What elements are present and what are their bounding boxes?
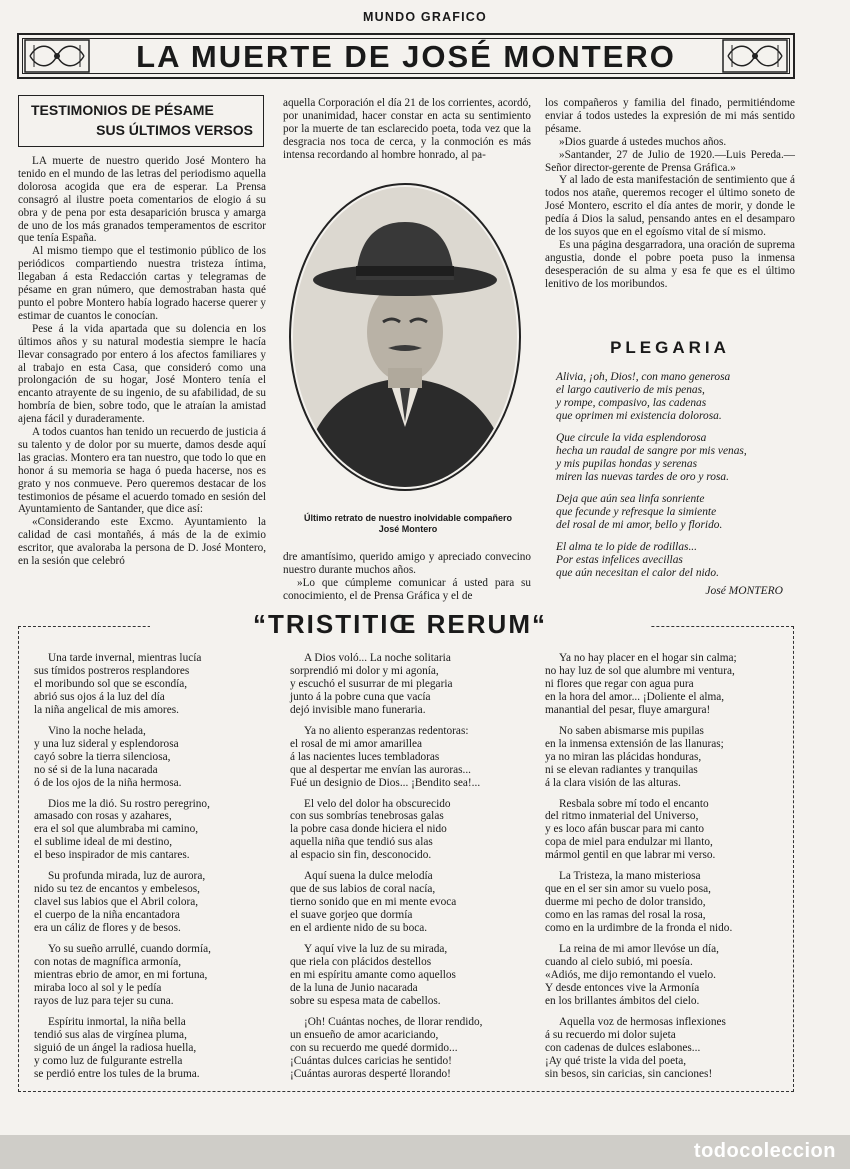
poem-stanza [556, 432, 796, 484]
poem-line: No saben abismarse mis pupilas [559, 724, 704, 737]
poem-stanza [290, 652, 520, 717]
col1-paragraph: Pese á la vida apartada que su dolencia en los últimos años y su natural modestia siempre le hacía llevar consagrado por entero á los afectos familiares y al trabajo en esta Casa, que consideró como una prolongación de su hogar, José Montero tenía el encanto atrayente de su ingenio, de su afabilidad, de su hombría de bien, sobre todo, que le atraían la amistad ajena fácil y duraderamente. [18, 322, 266, 426]
poem-line: y como luz de fulgurante estrella [34, 1054, 183, 1067]
poem-line: miren las nuevas tardes de oro y rosa. [556, 471, 729, 483]
poem-line: Ya no hay placer en el hogar sin calma; [559, 652, 737, 664]
poem-line: como en las ramas del rosal la rosa, [545, 909, 706, 922]
poem-stanza [290, 798, 520, 863]
tristitiae-column-1 [34, 652, 269, 1089]
poem-stanza [290, 725, 520, 790]
col1-paragraph: Al mismo tiempo que el testimonio público de los periódicos compartiendo nuestra tristeza íntima, llegaban á esta Redacción cartas y telegramas de pésame en gran número, que demostraban hasta qué punto el pobre Montero había logrado hacerse querer y estimar de cuantos le conocían. [18, 245, 266, 322]
poem-line: ¡Cuántas dulces caricias he sentido! [290, 1054, 452, 1067]
poem-line: del ritmo inmaterial del Universo, [545, 810, 699, 823]
poem-line: y escuchó el susurrar de mi plegaria [290, 677, 453, 690]
poem-line: hecha un raudal de sangre por mis venas, [556, 445, 747, 457]
col2-bottom-paragraph: »Lo que cúmpleme comunicar á usted para su conocimiento, el de Prensa Gráfica y el de [283, 576, 531, 602]
poem-line: sobre su espesa mata de cabellos. [290, 994, 441, 1007]
poem-stanza [34, 1016, 269, 1081]
poem-line: ¡Oh! Cuántas noches, de llorar rendido, [304, 1015, 483, 1028]
poem-line: Alivia, ¡oh, Dios!, con mano generosa [556, 371, 731, 383]
article-column-3 [545, 97, 795, 291]
tristitiae-title: “TRISTITIŒ RERUM“ [150, 609, 650, 640]
poem-stanza [34, 652, 269, 717]
poem-line: al espacio sin fin, desconocido. [290, 849, 432, 862]
poem-line: ¡Cuántas auroras desperté llorando! [290, 1067, 451, 1080]
poem-line: que al despertar me envían las auroras... [290, 763, 471, 776]
poem-line: el largo cautiverio de mis penas, [556, 384, 705, 396]
poem-line: con su recuerdo me quedé dormido... [290, 1041, 458, 1054]
poem-line: El velo del dolor ha obscurecido [304, 797, 451, 810]
poem-line: en la hora del amor... ¡Doliente el alma, [545, 690, 725, 703]
poem-line: que riela con plácidos destellos [290, 956, 432, 969]
poem-line: junto á la pobre cuna que vacía [290, 690, 431, 703]
poem-line: Y desde entonces vive la Armonía [545, 981, 700, 994]
poem-line: rayos de luz para tejer su cuna. [34, 994, 174, 1007]
poem-line: á las nacientes luces tembladoras [290, 750, 440, 763]
poem-line: miraba loco al sol y le pedía [34, 981, 162, 994]
col2-bottom-paragraph: dre amantísimo, querido amigo y apreciado convecino nuestro durante muchos años. [283, 551, 531, 576]
poem-line: cuando al cielo subió, mi poesía. [545, 956, 693, 969]
poem-line: que fecunde y refresque la simiente [556, 506, 717, 518]
poem-line: abrió sus ojos á la luz del día [34, 690, 165, 703]
poem-line: ya no miran las plácidas honduras, [545, 750, 702, 763]
poem-line: como en la urdimbre de la fronda el nido. [545, 922, 733, 935]
poem-stanza [556, 371, 796, 423]
poem-line: ni flores que regar con agua pura [545, 677, 694, 690]
poem-line: A Dios voló... La noche solitaria [304, 652, 451, 664]
poem-line: á su recuerdo mi dolor sujeta [545, 1028, 676, 1041]
article-column-2-top [283, 97, 531, 162]
poem-line: era un cáliz de flores y de besos. [34, 922, 181, 935]
poem-line: de la luna de Junio nacarada [290, 981, 418, 994]
poem-line: siguió de un ángel la radiosa huella, [34, 1041, 197, 1054]
tristitiae-column-2 [290, 652, 520, 1089]
left-ornament-icon [24, 39, 90, 73]
poem-line: Fué un designio de Dios... ¡Bendito sea!... [290, 776, 481, 789]
plegaria-poem [556, 371, 796, 589]
col1-paragraph: «Considerando este Excmo. Ayuntamiento la calidad de casi montañés, á más de la de eximio escritor, que avaloraba la persona de D. José Montero, en la sesión que celebró [18, 516, 266, 568]
poem-line: dejó invisible mano funeraria. [290, 703, 426, 716]
poem-line: El alma te lo pide de rodillas... [556, 541, 697, 553]
portrait-illustration [288, 182, 522, 492]
poem-line: copa de miel para endulzar mi llanto, [545, 836, 713, 849]
right-ornament-icon [722, 39, 788, 73]
poem-line: mármol gentil en que labrar mi verso. [545, 849, 716, 862]
poem-signature: José MONTERO [705, 585, 783, 597]
poem-line: la niña angelical de mis amores. [34, 703, 179, 716]
portrait-caption [283, 513, 533, 535]
plegaria-title: PLEGARIA [610, 338, 730, 357]
poem-line: La Tristeza, la mano misteriosa [559, 870, 701, 883]
poem-stanza [290, 943, 520, 1008]
poem-stanza [34, 943, 269, 1008]
poem-stanza [34, 725, 269, 790]
subhead-line-2: SUS ÚLTIMOS VERSOS [96, 122, 253, 138]
poem-stanza [545, 798, 785, 863]
col3-paragraph: »Santander, 27 de Julio de 1920.—Luis Pereda.—Señor director-gerente de Prensa Gráfica.» [545, 148, 795, 174]
poem-line: con cadenas de dulces eslabones... [545, 1041, 701, 1054]
col3-paragraph: Es una página desgarradora, una oración de suprema angustia, donde el pobre poeta puso la inmensa desesperación de su alma y esa fe que es el último lenitivo de los moribundos. [545, 238, 795, 290]
portrait-photo [288, 182, 522, 492]
caption-line-2: José Montero [378, 524, 438, 534]
poem-stanza [556, 541, 796, 580]
poem-stanza [545, 1016, 785, 1081]
poem-line: no sé si de la luna nacarada [34, 763, 158, 776]
poem-line: con notas de magnífica armonía, [34, 956, 182, 969]
poem-line: en los brillantes ámbitos del cielo. [545, 994, 700, 1007]
poem-line: Por estas infelices avecillas [556, 554, 683, 566]
poem-line: Dios me la dió. Su rostro peregrino, [48, 797, 210, 810]
poem-line: cayó sobre la tierra silenciosa, [34, 750, 171, 763]
col2-top-paragraph: aquella Corporación el día 21 de los corrientes, acordó, por unanimidad, hacer constar en acta su sentimiento por la muerte de tan esclarecido poeta, toda vez que la desgracia nos toca de cerca, y la conmoción es más intensa recordando al hombre honrado, al pa- [283, 97, 531, 161]
poem-line: tierno sonido que en mi mente evoca [290, 896, 457, 909]
col3-paragraph: los compañeros y familia del finado, permitiéndome enviar á todos ustedes la expresión de mi más sentido pésame. [545, 97, 795, 135]
poem-line: duerme mi pecho de dolor transido, [545, 896, 706, 909]
col3-paragraph: »Dios guarde á ustedes muchos años. [559, 135, 727, 148]
article-column-2-bottom [283, 551, 531, 603]
poem-stanza [556, 493, 796, 532]
poem-line: «Adiós, me dijo remontando el vuelo. [545, 968, 716, 981]
poem-stanza [290, 1016, 520, 1081]
poem-line: se perdió entre los tules de la bruma. [34, 1067, 200, 1080]
poem-line: el sublime ideal de mi destino, [34, 836, 173, 849]
poem-line: mientras ebrio de amor, en mi fortuna, [34, 968, 208, 981]
poem-line: un ensueño de amor acariciando, [290, 1028, 439, 1041]
poem-stanza [290, 870, 520, 935]
col3-paragraph: Y al lado de esta manifestación de sentimiento que á todos nos atañe, queremos recoger el último soneto de José Montero, escrito el día antes de morir, y donde le pedía á Dios la salud, pensando antes en el desamparo de los suyos que en el egoísmo vital de sí mismo. [545, 174, 795, 239]
poem-line: ó de los ojos de la niña hermosa. [34, 776, 182, 789]
col1-paragraph: LA muerte de nuestro querido José Montero ha tenido en el mundo de las letras del periodismo aquella dolorosa acogida que era de esperar. La Prensa consagró al ilustre poeta comentarios de elogio á su obra y de pena por esta desaparición brusca y amarga de uno de los más granados temperamentos de escritor que tenía España. [18, 155, 266, 245]
col1-paragraph: A todos cuantos han tenido un recuerdo de justicia á su talento y de dolor por su muerte, damos desde aquí las gracias. Montero era tan nuestro, que todo lo que en honor á su memoria se haga ó pueda hacerse, nos es grato y nos conmueve. Pero queremos destacar de los testimonios de pésame el acuerdo tomado en sesión del Ayuntamiento de Santander, que dice así: [18, 426, 266, 516]
poem-line: nido su tez de encantos y embelesos, [34, 883, 200, 896]
tristitiae-column-3 [545, 652, 785, 1089]
poem-line: Vino la noche helada, [48, 724, 146, 737]
poem-line: que aún necesitan el calor del nido. [556, 567, 719, 579]
poem-line: que de sus labios de coral nacía, [290, 883, 436, 896]
poem-line: en el ardiente nido de su boca. [290, 922, 428, 935]
poem-line: el rosal de mi amor amarillea [290, 737, 423, 750]
poem-line: que en el ser sin amor su vuelo posa, [545, 883, 711, 896]
poem-line: en la inmensa extensión de las llanuras; [545, 737, 724, 750]
poem-line: sus tímidos postreros resplandores [34, 664, 190, 677]
poem-line: el suave gorjeo que dormía [290, 909, 413, 922]
section-subhead [18, 95, 264, 147]
poem-stanza [34, 798, 269, 863]
poem-line: en mi espíritu amante como aquellos [290, 968, 456, 981]
subhead-line-1: TESTIMONIOS DE PÉSAME [31, 102, 214, 118]
poem-stanza [545, 870, 785, 935]
poem-line: sorprendió mi dolor y mi agonía, [290, 664, 439, 677]
poem-line: clavel sus labios que el Abril colora, [34, 896, 199, 909]
poem-line: era el sol que alumbraba mi camino, [34, 823, 199, 836]
poem-stanza [34, 870, 269, 935]
caption-line-1: Último retrato de nuestro inolvidable compañero [303, 513, 513, 523]
poem-line: no hay luz de sol que alumbre mi ventura, [545, 664, 735, 677]
poem-line: Que circule la vida esplendorosa [556, 432, 707, 444]
poem-line: Espíritu inmortal, la niña bella [48, 1015, 186, 1028]
poem-line: y mis pupilas hondas y serenas [556, 458, 698, 470]
poem-line: amasado con rosas y azahares, [34, 810, 172, 823]
poem-line: y rompe, compasivo, las cadenas [556, 397, 707, 409]
poem-line: del rosal de mi amor, bello y florido. [556, 519, 723, 531]
poem-line: Resbala sobre mí todo el encanto [559, 797, 709, 810]
poem-line: el cuerpo de la niña encantadora [34, 909, 180, 922]
poem-line: manantial del pesar, fluye amargura! [545, 703, 711, 716]
poem-stanza [545, 725, 785, 790]
poem-line: Y aquí vive la luz de su mirada, [304, 943, 448, 956]
poem-line: Una tarde invernal, mientras lucía [48, 652, 202, 664]
poem-line: el beso inspirador de mis cantares. [34, 849, 190, 862]
poem-line: el moribundo sol que se escondía, [34, 677, 188, 690]
poem-line: con sus sombrías tenebrosas galas [290, 810, 444, 823]
main-title: LA MUERTE DE JOSÉ MONTERO [136, 39, 676, 74]
poem-line: y una luz sideral y esplendorosa [34, 737, 179, 750]
title-banner [17, 33, 795, 79]
poem-line: Yo su sueño arrullé, cuando dormía, [48, 943, 211, 956]
running-head: MUNDO GRAFICO [363, 10, 487, 24]
article-column-1 [18, 155, 266, 568]
poem-line: la pobre casa donde hiciera el nido [290, 823, 447, 836]
poem-line: tendió sus alas de virgínea pluma, [34, 1028, 187, 1041]
poem-line: Su profunda mirada, luz de aurora, [48, 870, 206, 883]
poem-line: á la clara visión de las alturas. [545, 776, 681, 789]
poem-line: aquella niña que tendió sus alas [290, 836, 433, 849]
poem-line: Aquella voz de hermosas inflexiones [559, 1015, 726, 1028]
poem-line: Aquí suena la dulce melodía [304, 870, 433, 883]
poem-line: La reina de mi amor llevóse un día, [559, 943, 719, 956]
poem-line: ni se elevan radiantes y tranquilas [545, 763, 698, 776]
poem-line: Ya no aliento esperanzas redentoras: [304, 724, 469, 737]
poem-line: sin besos, sin caricias, sin canciones! [545, 1067, 713, 1080]
poem-stanza [545, 943, 785, 1008]
poem-line: que oprimen mi existencia dolorosa. [556, 410, 722, 422]
poem-line: Deja que aún sea linfa sonriente [556, 493, 705, 505]
poem-line: y es loco afán buscar para mi canto [545, 823, 705, 836]
poem-stanza [545, 652, 785, 717]
watermark-logo: todocoleccion [693, 1140, 836, 1162]
poem-line: ¡Ay qué triste la vida del poeta, [545, 1054, 687, 1067]
